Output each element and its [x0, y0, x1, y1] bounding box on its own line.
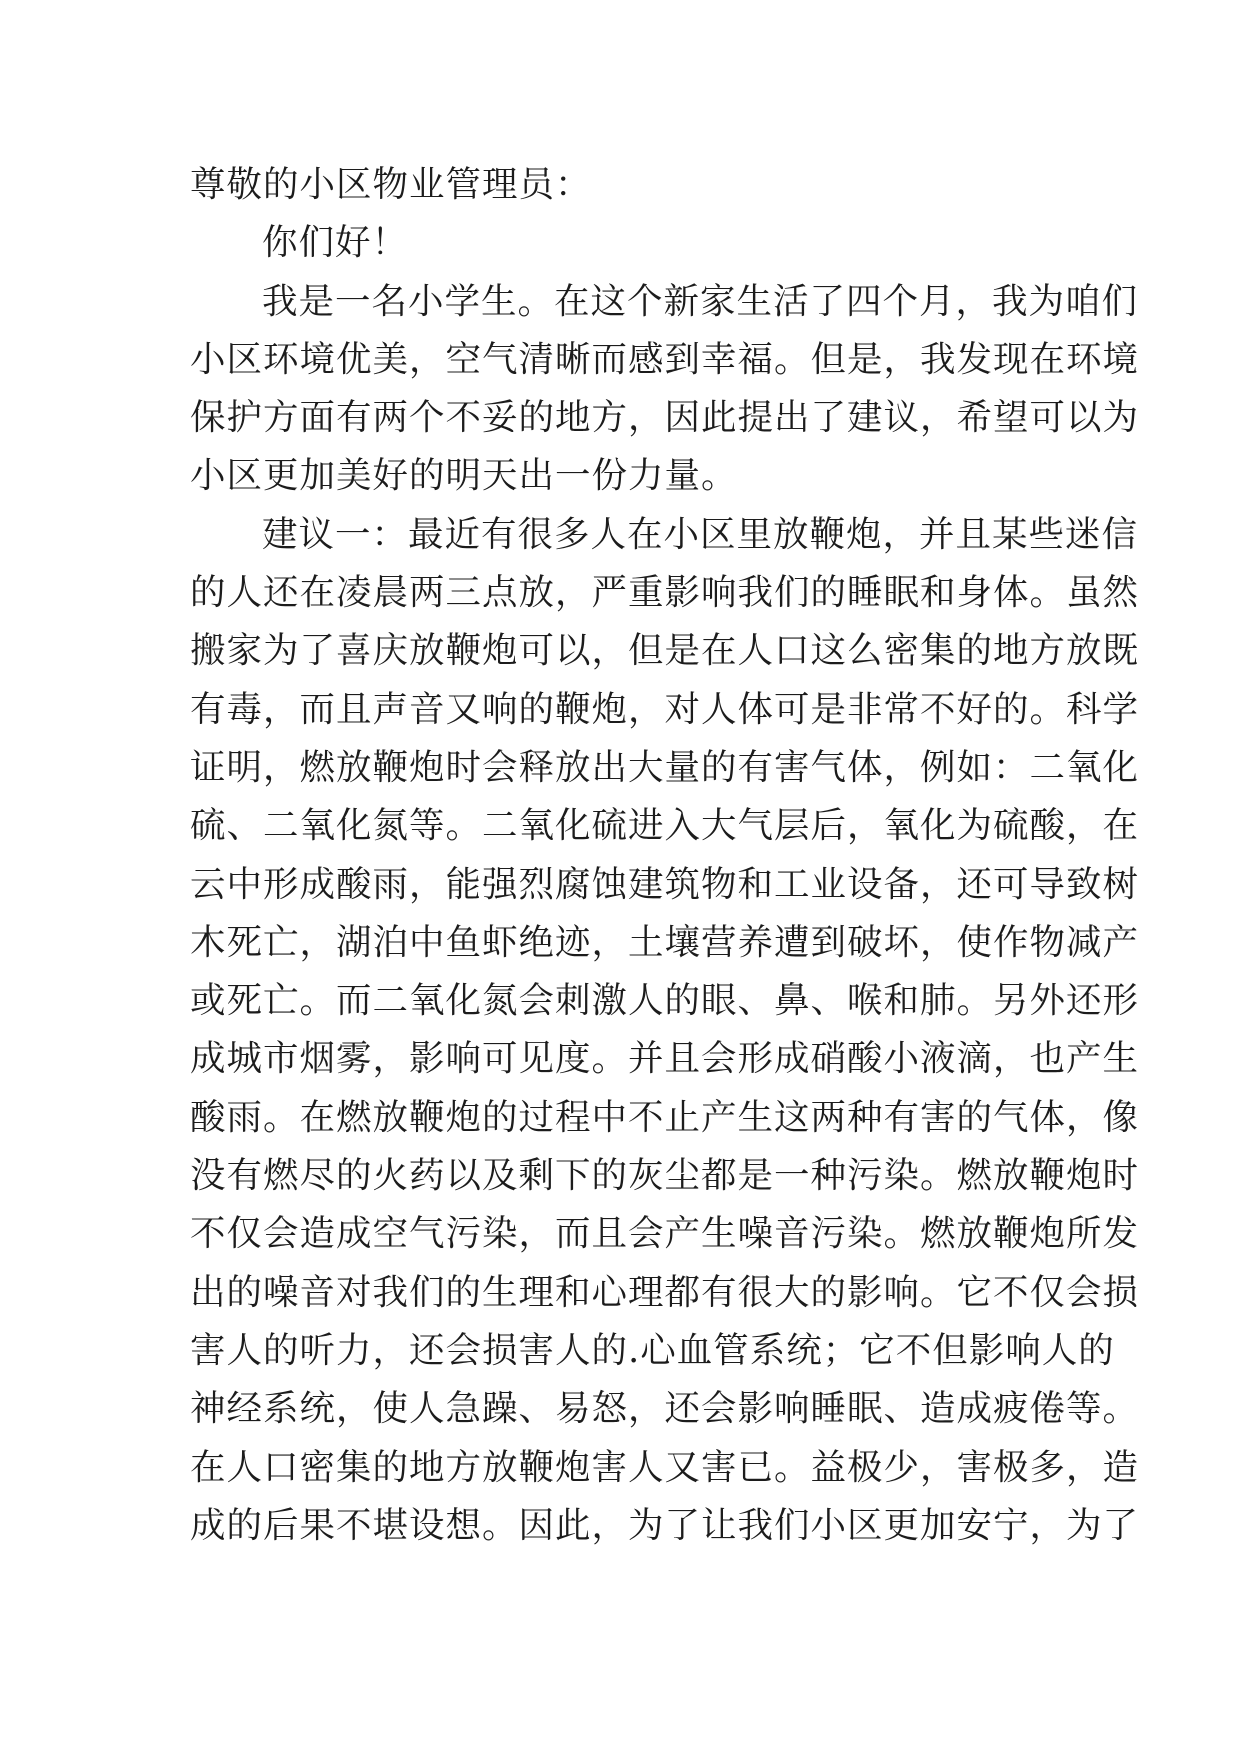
paragraph-line: 保护方面有两个不妥的地方，因此提出了建议，希望可以为: [190, 397, 1140, 439]
paragraph-line: 我是一名小学生。在这个新家生活了四个月，我为咱们: [262, 280, 1139, 322]
paragraph-line: 成的后果不堪设想。因此，为了让我们小区更加安宁，为了: [190, 1504, 1140, 1546]
paragraph-line: 木死亡，湖泊中鱼虾绝迹，土壤营养遭到破坏，使作物减产: [190, 921, 1140, 963]
paragraph-line: 证明，燃放鞭炮时会释放出大量的有害气体，例如：二氧化: [190, 746, 1140, 788]
letter-body: [190, 156, 1140, 1555]
paragraph-line: 云中形成酸雨，能强烈腐蚀建筑物和工业设备，还可导致树: [190, 863, 1140, 905]
paragraph-line: 没有燃尽的火药以及剩下的灰尘都是一种污染。燃放鞭炮时: [190, 1155, 1140, 1197]
paragraph-line: 出的噪音对我们的生理和心理都有很大的影响。它不仅会损: [190, 1271, 1140, 1313]
paragraph-line: 害人的听力，还会损害人的.心血管系统；它不但影响人的: [190, 1329, 1115, 1371]
paragraph-line: 或死亡。而二氧化氮会刺激人的眼、鼻、喉和肺。另外还形: [190, 980, 1140, 1022]
paragraph-line: 建议一：最近有很多人在小区里放鞭炮，并且某些迷信: [262, 513, 1139, 555]
paragraph-line: 在人口密集的地方放鞭炮害人又害已。益极少，害极多，造: [190, 1446, 1140, 1488]
paragraph-line: 神经系统，使人急躁、易怒，还会影响睡眠、造成疲倦等。: [190, 1388, 1140, 1430]
paragraph-line: 硫、二氧化氮等。二氧化硫进入大气层后，氧化为硫酸，在: [190, 805, 1140, 847]
salutation: 尊敬的小区物业管理员：: [190, 164, 592, 205]
paragraph-line: 的人还在凌晨两三点放，严重影响我们的睡眠和身体。虽然: [190, 572, 1140, 614]
paragraph-line: 小区环境优美，空气清晰而感到幸福。但是，我发现在环境: [190, 338, 1140, 380]
paragraph-line: 酸雨。在燃放鞭炮的过程中不止产生这两种有害的气体，像: [190, 1096, 1140, 1138]
paragraph-line: 小区更加美好的明天出一份力量。: [190, 455, 738, 497]
paragraph-line: 成城市烟雾，影响可见度。并且会形成硝酸小液滴，也产生: [190, 1038, 1140, 1080]
paragraph-line: 有毒，而且声音又响的鞭炮，对人体可是非常不好的。科学: [190, 688, 1140, 730]
paragraph-line: 搬家为了喜庆放鞭炮可以，但是在人口这么密集的地方放既: [190, 630, 1140, 672]
greeting: 你们好！: [262, 222, 409, 264]
paragraph-line: 不仅会造成空气污染，而且会产生噪音污染。燃放鞭炮所发: [190, 1213, 1140, 1255]
